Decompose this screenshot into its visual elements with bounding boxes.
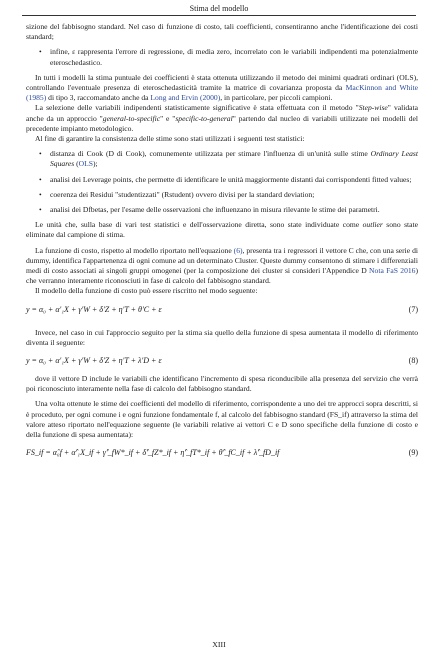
text: In tutti i modelli la stima puntuale dei coefficienti è stata ottenuta utilizzando il metodo dei minimi quadrati ordinari (OLS), controllando l'eventuale presenza di eteroschedasticità tramite la matrice di covarianza proposta da xyxy=(26,72,418,93)
citation-link[interactable]: Long and Ervin (2000) xyxy=(150,93,221,103)
running-head: Stima del modello xyxy=(22,3,416,16)
text: general-to-specific xyxy=(102,113,161,123)
text: outlier xyxy=(362,220,383,230)
text: distanza di Cook (D di Cook), comunemente utilizzata per stimare l'influenza di un'unità sulle stime xyxy=(50,149,371,159)
paragraph xyxy=(26,73,418,104)
citation-link[interactable]: MacKinnon and White (1985) xyxy=(26,83,419,103)
text: " partendo dal nucleo di variabili utilizzate nei modelli del precedente impianto metodologico. xyxy=(26,113,418,133)
paragraph: Una volta ottenute le stime dei coefficienti del modello di riferimento, corrispondente a uno dei tre approcci sopra descritti, si è proceduto, per ogni comune i e ogni funzione fondamentale f, al calcolo del fabbisogno standard (FS_if) attraverso la stima del valore atteso riportato nell'equazione seguente (le variabili relative ai vettori C e D sono specifiche della funzione di costo e della funzione di spesa aumentata): xyxy=(26,399,418,440)
text: " validata anche da un approccio " xyxy=(26,103,418,123)
text: Le unità che, sulla base di vari test statistici e dell'osservazione diretta, sono state individuate come xyxy=(35,220,363,230)
paragraph: Invece, nel caso in cui l'approccio seguito per la stima sia quello della funzione di spesa aumentata il modello di riferimento diventa il seguente: xyxy=(26,327,418,347)
paragraph: Il modello della funzione di costo può essere riscritto nel modo seguente: xyxy=(35,286,258,296)
bullet-item: • analisi dei Leverage points, che permette di identificare le unità maggiormente distanti dai corrispondenti fitted values; xyxy=(26,175,418,185)
equation-number: (7) xyxy=(408,304,418,314)
bullet-item xyxy=(26,149,418,169)
paragraph: dove il vettore D include le variabili che identificano l'incremento di spesa riconducibile alla presenza del servizio che verrà poi riconosciuto interamente nella fase di calcolo del fabbisogno standard. xyxy=(26,374,418,394)
page-body xyxy=(26,22,418,466)
text: ) che verranno interamente riconosciuti in fase di calcolo del fabbisogno standard. xyxy=(26,266,419,286)
bullet-item: • analisi dei Dfbetas, per l'esame delle osservazioni che influenzano in misura rilevante le stime dei parametri. xyxy=(26,205,418,215)
text: Ordinary Least Squares xyxy=(50,149,418,169)
equation-number: (8) xyxy=(408,356,418,366)
equation-body: FS_if = α̂₀f + α̂′₁X_if + γ̂′_fW*_if + δ̂′_fZ*_if + η̂′_fT*_if + θ̂′_fC_if + λ̂′_fD_if xyxy=(26,448,280,458)
text: ); xyxy=(92,159,98,169)
text: , in particolare, per piccoli campioni. xyxy=(220,93,333,103)
text: La funzione di costo, rispetto al modello riportato nell'equazione xyxy=(35,245,234,255)
equation-body: y = α₀ + α′₁X + γ′W + δ′Z + η′T + θ′C + ε xyxy=(26,304,162,314)
equation-8 xyxy=(26,354,418,368)
equation-9 xyxy=(26,446,418,460)
text: sono state eliminate dal campione di stima. xyxy=(26,220,419,240)
equation-number: (9) xyxy=(408,448,418,458)
text: ( xyxy=(74,159,79,169)
text: " e " xyxy=(160,113,176,123)
citation-link[interactable]: Nota FaS 2016 xyxy=(369,266,416,276)
bullet-item: • coerenza dei Residui "studentizzati" (Rstudent) ovvero divisi per la standard deviation; xyxy=(26,190,418,200)
text: , presenta tra i regressori il vettore C che, con una serie di dummy, identifica l'appartenenza di ogni comune ad un determinato Cluster. Queste dummy consentono di stimare i differenziali medi di costo associati ai singoli gruppi omogenei (per la composizione dei cluster si consideri l'Appendice D xyxy=(26,245,418,276)
text: La selezione delle variabili indipendenti statisticamente significative è stata effettuata con il metodo " xyxy=(35,103,359,113)
bullet-item: • infine, ε rappresenta l'errore di regressione, di media zero, incorrelato con le variabili indipendenti ma potenzialmente eteroschedastico. xyxy=(26,47,418,67)
paragraph xyxy=(26,246,418,287)
equation-link[interactable]: (6) xyxy=(233,245,243,255)
paragraph xyxy=(26,103,418,134)
paragraph xyxy=(26,220,418,240)
equation-body: y = α₀ + α′₁X + γ′W + δ′Z + η′T + λ′D + ε xyxy=(26,356,162,366)
acronym-link[interactable]: OLS xyxy=(78,159,93,169)
paragraph: sizione del fabbisogno standard. Nel caso di funzione di costo, tali coefficienti, consentiranno anche l'identificazione dei costi standard; xyxy=(26,22,418,42)
page-number: XIII xyxy=(212,640,226,649)
equation-7 xyxy=(26,303,418,317)
text: Step-wise xyxy=(358,103,388,113)
text: specific-to-general xyxy=(175,113,233,123)
text: di tipo 3, raccomandato anche da xyxy=(46,93,151,103)
paragraph: Al fine di garantire la consistenza delle stime sono stati utilizzati i seguenti test statistici: xyxy=(35,134,305,144)
